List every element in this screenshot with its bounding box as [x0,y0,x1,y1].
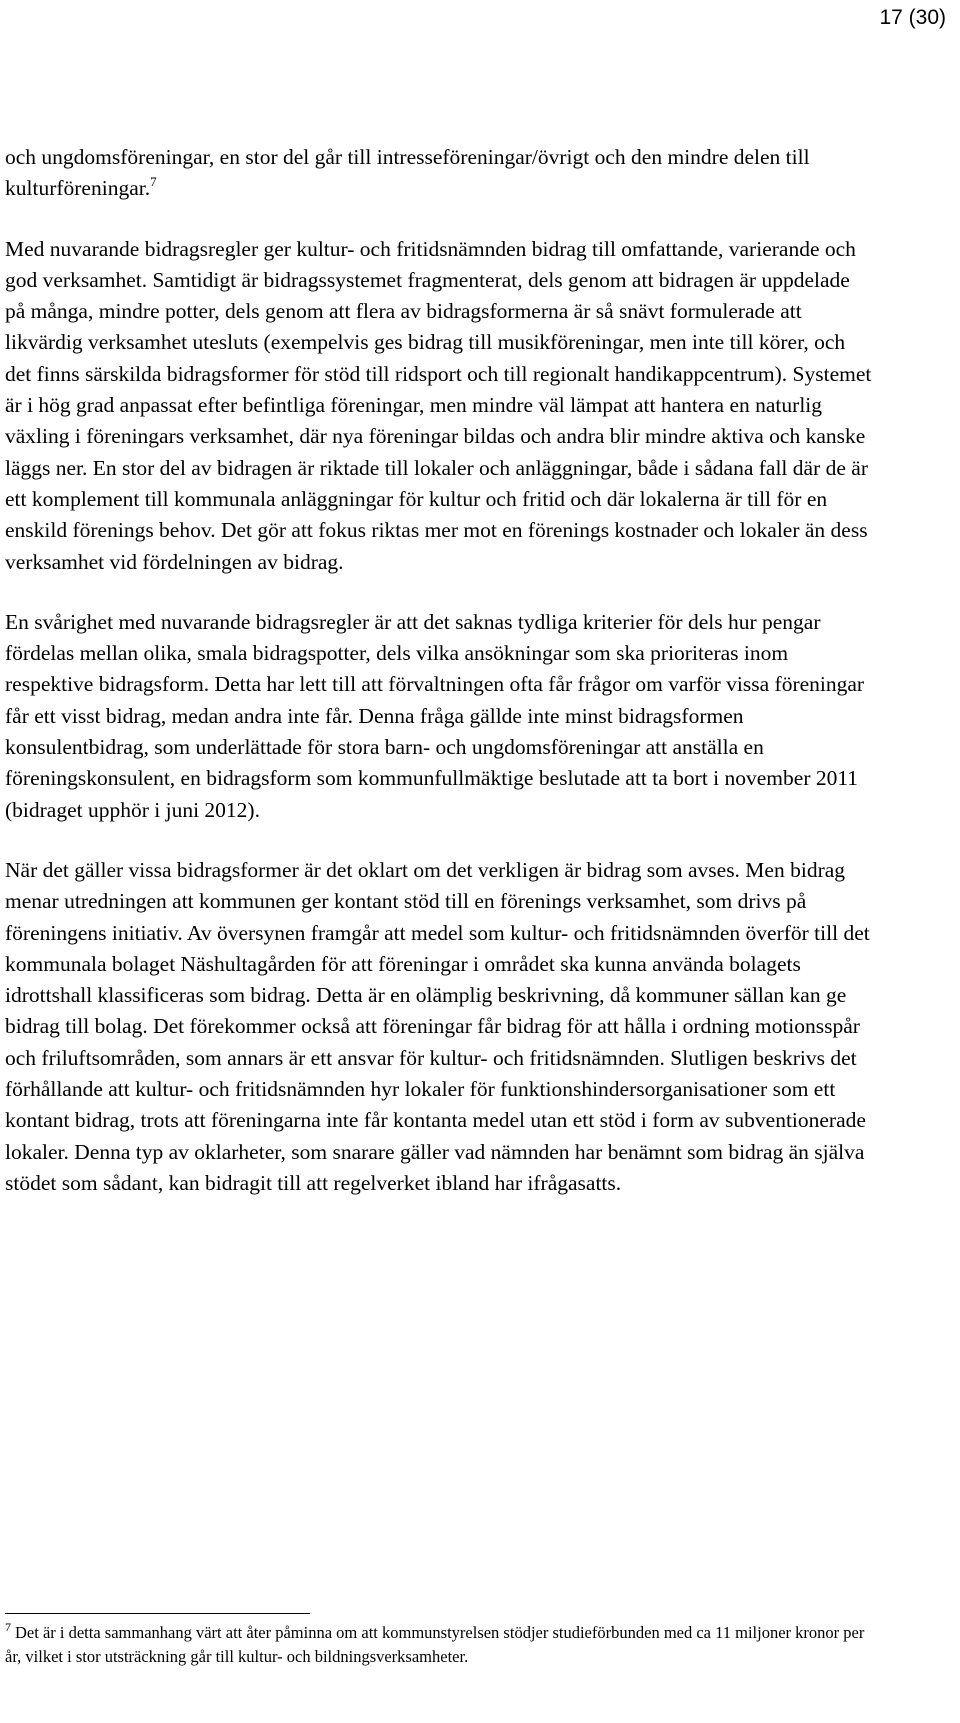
footnote [5,1621,875,1669]
paragraph [5,142,875,205]
footnote-text: Det är i detta sammanhang värt att åter påminna om att kommunstyrelsen stödjer studieförbunden med ca 11 miljoner kronor per år, vilket i stor utsträckning går till kultur- och bildningsverksamheter. [5,1623,865,1666]
footnote-separator [5,1613,310,1614]
paragraph-text: och ungdomsföreningar, en stor del går till intresseföreningar/övrigt och den mindre delen till kulturföreningar. [5,145,810,201]
footnote-reference[interactable]: 7 [150,174,157,190]
document-body [5,142,875,1228]
footnote-number: 7 [5,1620,11,1634]
paragraph: När det gäller vissa bidragsformer är det oklart om det verkligen är bidrag som avses. Men bidrag menar utredningen att kommunen ger kontant stöd till en förenings verksamhet, som drivs på föreningens initiativ. Av översynen framgår att medel som kultur- och fritidsnämnden överför till det kommunala bolaget Näshultagården för att föreningar i området ska kunna använda bolagets idrottshall klassificeras som bidrag. Detta är en olämplig beskrivning, då kommuner sällan kan ge bidrag till bolag. Det förekommer också att föreningar får bidrag för att hålla i ordning motionsspår och friluftsområden, som annars är ett ansvar för kultur- och fritidsnämnden. Slutligen beskrivs det förhållande att kultur- och fritidsnämnden hyr lokaler för funktionshindersorganisationer som ett kontant bidrag, trots att föreningarna inte får kontanta medel utan ett stöd i form av subventionerade lokaler. Denna typ av oklarheter, som snarare gäller vad nämnden har benämnt som bidrag än själva stödet som sådant, kan bidragit till att regelverket ibland har ifrågasatts. [5,857,870,1195]
paragraph: Med nuvarande bidragsregler ger kultur- och fritidsnämnden bidrag till omfattande, varierande och god verksamhet. Samtidigt är bidragssystemet fragmenterat, dels genom att bidragen är uppdelade på många, mindre potter, dels genom att flera av bidragsformerna är så snävt formulerade att likvärdig verksamhet utesluts (exempelvis ges bidrag till musikföreningar, men inte till körer, och det finns särskilda bidragsformer för stöd till ridsport och till regionalt handikappcentrum). Systemet är i hög grad anpassat efter befintliga föreningar, men mindre väl lämpat att hantera en naturlig växling i föreningars verksamhet, där nya föreningar bildas och andra blir mindre aktiva och kanske läggs ner. En stor del av bidragen är riktade till lokaler och anläggningar, både i sådana fall där de är ett komplement till kommunala anläggningar för kultur och fritid och där lokalerna är till för en enskild förenings behov. Det gör att fokus riktas mer mot en förenings kostnader och lokaler än dess verksamhet vid fördelningen av bidrag. [5,236,872,574]
paragraph: En svårighet med nuvarande bidragsregler är att det saknas tydliga kriterier för dels hur pengar fördelas mellan olika, smala bidragspotter, dels vilka ansökningar som ska prioriteras inom respektive bidragsform. Detta har lett till att förvaltningen ofta får frågor om varför vissa föreningar får ett visst bidrag, medan andra inte får. Denna fråga gällde inte minst bidragsformen konsulentbidrag, som underlättade för stora barn- och ungdomsföreningar att anställa en föreningskonsulent, en bidragsform som kommunfullmäktige beslutade att ta bort i november 2011 (bidraget upphör i juni 2012). [5,609,865,822]
page-number: 17 (30) [879,6,946,29]
